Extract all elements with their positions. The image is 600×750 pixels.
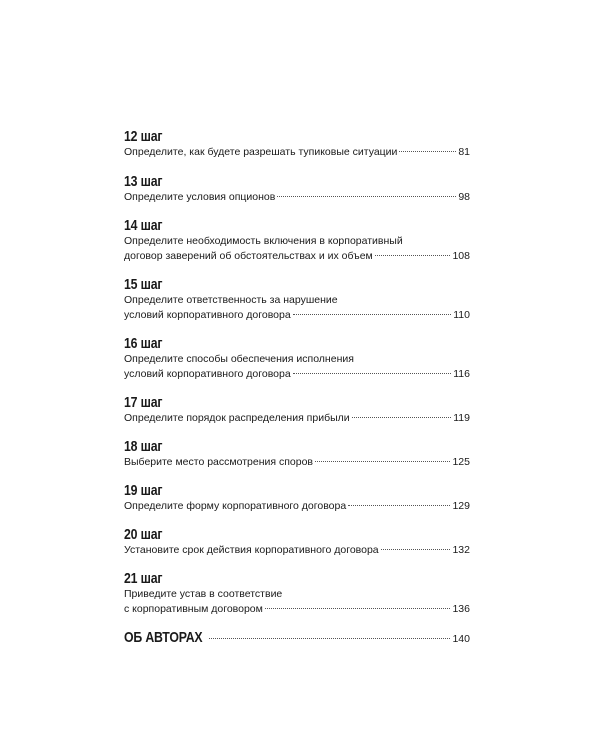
step-heading: 12 шаг xyxy=(124,128,163,145)
step-heading: 17 шаг xyxy=(124,394,163,411)
dot-leader xyxy=(375,255,451,256)
dot-leader xyxy=(348,505,450,506)
entry-leader-row xyxy=(124,190,470,205)
page-number: 108 xyxy=(452,250,470,262)
page-number: 116 xyxy=(453,368,470,380)
entry-title-line: с корпоративным договором xyxy=(124,603,263,615)
entry-leader-row xyxy=(124,602,470,617)
dot-leader xyxy=(209,638,451,639)
page-number: 129 xyxy=(452,500,470,512)
toc-entry[interactable] xyxy=(124,276,470,323)
entry-title-line: Определите форму корпоративного договора xyxy=(124,500,347,512)
toc-entry[interactable] xyxy=(124,394,470,426)
entry-title-line: Определите необходимость включения в корпоративный xyxy=(124,235,403,247)
step-heading: 19 шаг xyxy=(124,482,163,499)
step-heading: 21 шаг xyxy=(124,570,163,587)
entry-title-line: Определите ответственность за нарушение xyxy=(124,294,338,306)
dot-leader xyxy=(352,417,452,418)
toc-entry[interactable] xyxy=(124,526,470,558)
step-heading: 18 шаг xyxy=(124,438,163,455)
toc-entry[interactable] xyxy=(124,482,470,514)
entry-leader-row xyxy=(124,249,470,264)
entry-title-line: Определите условия опционов xyxy=(124,191,276,203)
page-number: 140 xyxy=(452,633,470,645)
page-number: 125 xyxy=(452,456,470,468)
dot-leader xyxy=(381,549,451,550)
step-heading: 14 шаг xyxy=(124,217,163,234)
entry-leader-row xyxy=(124,367,470,382)
entry-title-line: Определите, как будете разрешать тупиковые ситуации xyxy=(124,146,398,158)
entry-leader-row xyxy=(124,499,470,514)
entry-title-line: условий корпоративного договора xyxy=(124,309,291,321)
entry-leader-row xyxy=(124,455,470,470)
toc-entry[interactable] xyxy=(124,173,470,205)
page-number: 81 xyxy=(458,146,470,158)
table-of-contents xyxy=(124,128,470,646)
toc-entry[interactable] xyxy=(124,128,470,160)
page-number: 110 xyxy=(453,309,470,321)
entry-title-line: Определите порядок распределения прибыли xyxy=(124,412,350,424)
dot-leader xyxy=(293,373,452,374)
dot-leader xyxy=(293,314,452,315)
entry-title-line: Приведите устав в соответствие xyxy=(124,588,283,600)
dot-leader xyxy=(277,196,456,197)
dot-leader xyxy=(265,608,451,609)
entry-leader-row xyxy=(124,308,470,323)
step-heading: 13 шаг xyxy=(124,173,163,190)
step-heading: 15 шаг xyxy=(124,276,163,293)
entry-title-line: Определите способы обеспечения исполнения xyxy=(124,353,354,365)
page-number: 119 xyxy=(453,412,470,424)
entry-title-line: Выберите место рассмотрения споров xyxy=(124,456,313,468)
page-number: 132 xyxy=(452,544,470,556)
toc-entry[interactable] xyxy=(124,438,470,470)
toc-entry-authors[interactable] xyxy=(124,629,470,646)
authors-heading: ОБ АВТОРАХ xyxy=(124,629,203,646)
entry-leader-row xyxy=(124,543,470,558)
entry-leader-row xyxy=(124,145,470,160)
toc-entry[interactable] xyxy=(124,335,470,382)
entry-title-line: условий корпоративного договора xyxy=(124,368,291,380)
toc-entry[interactable] xyxy=(124,217,470,264)
page-number: 136 xyxy=(452,603,470,615)
entry-title-line: договор заверений об обстоятельствах и их объем xyxy=(124,250,373,262)
dot-leader xyxy=(315,461,450,462)
entry-title-line: Установите срок действия корпоративного договора xyxy=(124,544,379,556)
page-number: 98 xyxy=(458,191,470,203)
entry-leader-row xyxy=(124,411,470,426)
step-heading: 20 шаг xyxy=(124,526,163,543)
dot-leader xyxy=(399,151,456,152)
step-heading: 16 шаг xyxy=(124,335,163,352)
toc-entry[interactable] xyxy=(124,570,470,617)
